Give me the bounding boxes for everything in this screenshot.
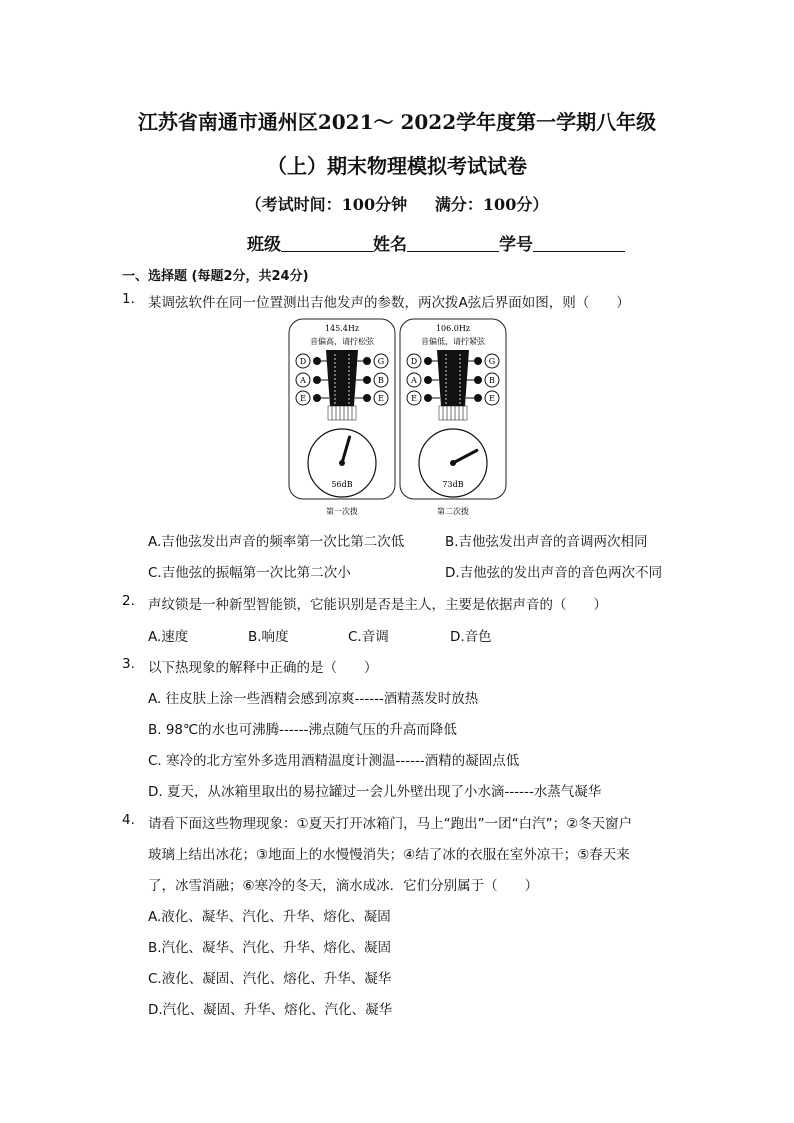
db-readout: 73dB <box>442 480 464 489</box>
figure-caption-first: 第一次拨 <box>326 507 358 516</box>
section-heading: 一、选择题 (每题2分，共24分) <box>122 269 309 284</box>
option-d[interactable]: D.吉他弦的发出声音的音色两次不同 <box>445 565 663 581</box>
tuner-figure <box>288 318 508 524</box>
option-b[interactable]: B. 98℃的水也可沸腾------沸点随气压的升高而降低 <box>148 722 457 738</box>
figure-caption-second: 第二次拨 <box>437 507 469 516</box>
string-peg-A <box>296 373 328 387</box>
name-label: 姓名 <box>373 235 407 255</box>
svg-text:E: E <box>489 394 495 403</box>
option-b[interactable]: B.响度 <box>248 629 289 645</box>
exam-title-line1: 江苏省南通市通州区2021～ 2022学年度第一学期八年级 <box>137 110 657 134</box>
tuning-hint: 音偏低，请拧紧弦 <box>421 337 485 346</box>
question-stem: 了，冰雪消融；⑥寒冷的冬天，滴水成冰．它们分别属于（ ） <box>148 878 539 894</box>
string-peg-D <box>407 354 439 368</box>
svg-text:D: D <box>299 357 307 366</box>
svg-text:D: D <box>410 357 418 366</box>
option-a[interactable]: A.液化、凝华、汽化、升华、熔化、凝固 <box>148 909 391 925</box>
exam-title-line2: （上）期末物理模拟考试试卷 <box>267 154 527 178</box>
svg-text:E: E <box>378 394 384 403</box>
option-b[interactable]: B.吉他弦发出声音的音调两次相同 <box>445 534 648 550</box>
id-label: 学号 <box>499 235 533 255</box>
string-peg-E-low <box>407 391 440 405</box>
question-number: 3. <box>122 656 135 672</box>
string-peg-G <box>356 354 388 368</box>
freq-readout: 145.4Hz <box>324 324 360 333</box>
freq-readout: 106.0Hz <box>435 324 471 333</box>
tuner-panel-left <box>289 319 395 499</box>
option-a[interactable]: A.速度 <box>148 629 189 645</box>
string-peg-G <box>467 354 499 368</box>
string-peg-E-low <box>296 391 329 405</box>
student-info-fields <box>247 230 625 255</box>
svg-text:E: E <box>411 394 417 403</box>
class-blank[interactable] <box>281 233 373 252</box>
svg-text:B: B <box>378 376 384 385</box>
option-c[interactable]: C. 寒冷的北方室外多选用酒精温度计测温------酒精的凝固点低 <box>148 753 520 769</box>
question-stem: 以下热现象的解释中正确的是（ ） <box>148 660 378 676</box>
svg-text:A: A <box>411 376 417 385</box>
svg-text:G: G <box>488 357 496 366</box>
svg-text:B: B <box>489 376 495 385</box>
question-stem: 请看下面这些物理现象：①夏天打开冰箱门，马上“跑出”一团“白汽”；②冬天窗户 <box>148 816 633 832</box>
question-number: 1. <box>122 291 135 307</box>
question-number: 2. <box>122 593 135 609</box>
string-peg-B <box>355 373 388 387</box>
string-peg-E-high <box>355 391 388 405</box>
string-peg-D <box>296 354 328 368</box>
id-blank[interactable] <box>533 233 625 252</box>
tuning-hint: 音偏高，请拧松弦 <box>310 337 374 346</box>
svg-text:G: G <box>377 357 385 366</box>
db-readout: 56dB <box>331 480 353 489</box>
string-peg-B <box>466 373 499 387</box>
option-c[interactable]: C.音调 <box>348 629 389 645</box>
question-stem: 某调弦软件在同一位置测出吉他发声的参数，两次拨A弦后界面如图，则（ ） <box>148 295 630 311</box>
exam-info: （考试时间：100分钟 满分：100分） <box>245 195 549 214</box>
string-peg-A <box>407 373 439 387</box>
svg-text:A: A <box>300 376 306 385</box>
class-label: 班级 <box>247 235 281 255</box>
guitar-headstock-icon <box>437 350 469 406</box>
question-stem: 玻璃上结出冰花；③地面上的水慢慢消失；④结了冰的衣服在室外凉干；⑤春天来 <box>148 847 630 863</box>
option-d[interactable]: D.汽化、凝固、升华、熔化、汽化、凝华 <box>148 1002 393 1018</box>
svg-text:E: E <box>300 394 306 403</box>
option-d[interactable]: D. 夏天，从冰箱里取出的易拉罐过一会儿外壁出现了小水滴------水蒸气凝华 <box>148 784 602 800</box>
option-a[interactable]: A. 往皮肤上涂一些酒精会感到凉爽------酒精蒸发时放热 <box>148 691 479 707</box>
tuner-panel-right <box>400 319 506 499</box>
option-d[interactable]: D.音色 <box>450 629 492 645</box>
option-b[interactable]: B.汽化、凝华、汽化、升华、熔化、凝固 <box>148 940 392 956</box>
question-number: 4. <box>122 812 135 828</box>
option-c[interactable]: C.吉他弦的振幅第一次比第二次小 <box>148 565 351 581</box>
string-peg-E-high <box>466 391 499 405</box>
name-blank[interactable] <box>407 233 499 252</box>
option-c[interactable]: C.液化、凝固、汽化、熔化、升华、凝华 <box>148 971 392 987</box>
option-a[interactable]: A.吉他弦发出声音的频率第一次比第二次低 <box>148 534 405 550</box>
question-stem: 声纹锁是一种新型智能锁，它能识别是否是主人，主要是依据声音的（ ） <box>148 597 607 613</box>
guitar-headstock-icon <box>326 350 358 406</box>
